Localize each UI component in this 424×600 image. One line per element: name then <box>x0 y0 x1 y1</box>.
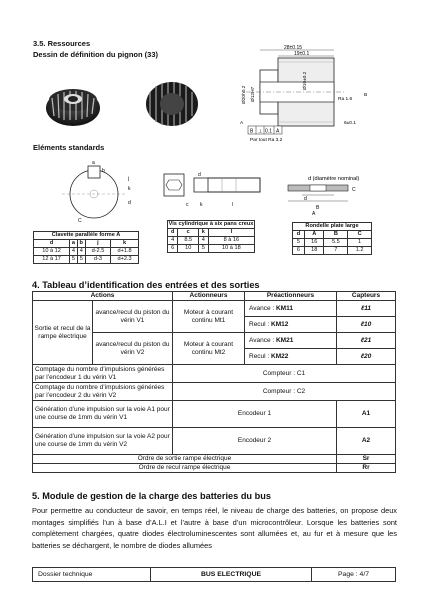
datum-a: A <box>240 121 244 126</box>
table-cell: d+1.8 <box>111 248 139 256</box>
table-row <box>34 256 139 264</box>
table-cell: 4 <box>168 237 178 245</box>
table-row <box>33 301 396 317</box>
roughness: Ra 1.6 <box>338 97 353 102</box>
table-cell: d+2.3 <box>111 256 139 264</box>
table-cell: 10 <box>178 245 199 253</box>
pre-label: Avance : <box>249 336 276 344</box>
washer-label-c: C <box>352 187 356 193</box>
header-cell: B <box>324 231 348 239</box>
table-row <box>33 455 396 464</box>
table-row <box>34 240 139 248</box>
table-cell: ℓ21 <box>337 333 396 349</box>
table-cell: 5 <box>77 256 85 264</box>
key-label-d: d <box>128 200 131 206</box>
gear-photo-1 <box>42 82 104 128</box>
table-cell: A2 <box>337 428 396 455</box>
table-cell: Encodeur 2 <box>173 428 337 455</box>
table-cell: avance/recul du piston du vérin V2 <box>93 333 173 365</box>
dim-bore: Ø12H7 <box>251 86 256 102</box>
table-cell: d-2.5 <box>85 248 110 256</box>
key-label-j: j <box>128 176 130 182</box>
header-cell: Préactionneurs <box>245 292 337 301</box>
key-label-a: a <box>92 160 95 166</box>
header-cell: a <box>70 240 78 248</box>
pre-label: Recul : <box>249 320 272 328</box>
table-cell: 8.5 <box>178 237 199 245</box>
table-cell: ℓ10 <box>337 317 396 333</box>
dim-length: 28±0.15 <box>284 45 303 51</box>
pre-label: Recul : <box>249 352 272 360</box>
header-cell: b <box>77 240 85 248</box>
table-cell: Encodeur 1 <box>173 401 337 428</box>
tol-symbol: ⊥ <box>258 128 263 135</box>
table-cell: d-3 <box>85 256 110 264</box>
datum-b: B <box>364 93 368 98</box>
table-cell <box>245 349 337 365</box>
clavette-title: Clavette parallèle forme A <box>34 232 139 240</box>
table-cell: 10 à 18 <box>208 245 254 253</box>
header-cell: Capteurs <box>337 292 396 301</box>
footer-page-number: Page : 4/7 <box>338 571 369 578</box>
table-row <box>33 292 396 301</box>
table-row <box>168 229 255 237</box>
washer-label-b: B <box>316 205 320 211</box>
table-cell: 5 <box>199 245 209 253</box>
table-row <box>33 401 396 428</box>
table-cell: Sr <box>337 455 396 464</box>
washer-label-d: d <box>304 196 307 202</box>
table-cell: 5 <box>293 239 305 247</box>
table-row <box>293 247 372 255</box>
pre-code: KM11 <box>275 304 293 312</box>
table-row <box>33 464 396 473</box>
surface-note: Par tout Ra 3.2 <box>250 138 283 143</box>
table-cell: A1 <box>337 401 396 428</box>
pre-label: Avance : <box>249 304 276 312</box>
screw-label-d: d <box>198 172 201 178</box>
table-cell: 18 <box>304 247 324 255</box>
table-cell: Comptage du nombre d’impulsions générées par l’encodeur 2 du vérin V2 <box>33 383 173 401</box>
table-cell: Génération d’une impulsion sur la voie A2 pour une course de 1mm du vérin V2 <box>33 428 173 455</box>
table-row <box>33 365 396 383</box>
section-title: 3.5. Ressources <box>33 39 91 48</box>
table-cell <box>245 317 337 333</box>
table-cell: 6 <box>168 245 178 253</box>
key-label-k: k <box>128 186 131 192</box>
washer-note: d (diamètre nominal) <box>308 176 360 182</box>
clavette-table <box>33 231 139 264</box>
header-cell: l <box>208 229 254 237</box>
table-cell: 10 à 12 <box>34 248 70 256</box>
screw-label-c: c <box>186 202 189 208</box>
pre-code: KM22 <box>271 352 289 360</box>
header-cell: j <box>85 240 110 248</box>
dim-hub-diameter: Ø20h0.2 <box>242 85 247 104</box>
table-row <box>168 245 255 253</box>
tol-value: 0.1 <box>265 128 272 135</box>
section-subtitle: Dessin de définition du pignon (33) <box>33 50 158 59</box>
table-cell: Moteur à courant continu Mt2 <box>173 333 245 365</box>
vis-table <box>167 220 255 253</box>
header-cell: k <box>199 229 209 237</box>
section-5-title: 5. Module de gestion de la charge des batteries du bus <box>32 491 271 501</box>
tol-datum: B <box>250 128 254 135</box>
rondelle-table <box>292 222 372 255</box>
table-cell: 4 <box>70 248 78 256</box>
screw-label-l: l <box>232 202 234 208</box>
standards-title: Eléments standards <box>33 143 105 152</box>
header-cell: k <box>111 240 139 248</box>
pre-code: KM12 <box>271 320 289 328</box>
table-cell: 5.5 <box>324 239 348 247</box>
gear-photo-2 <box>142 78 202 130</box>
pre-code: KM21 <box>275 336 294 344</box>
header-cell: A <box>304 231 324 239</box>
pinion-drawing <box>236 44 376 144</box>
table-cell: Rr <box>337 464 396 473</box>
dim-gear-diameter: Ø19±0.2 <box>303 71 308 90</box>
key-label-b: b <box>102 168 105 174</box>
screw-drawing <box>160 170 268 214</box>
table-row <box>293 231 372 239</box>
table-cell: ℓ11 <box>337 301 396 317</box>
table-cell <box>245 301 337 317</box>
footer-center: BUS ELECTRIQUE <box>151 568 312 581</box>
header-cell: Actionneurs <box>173 292 245 301</box>
table-cell: Compteur : C2 <box>173 383 396 401</box>
table-cell: 12 à 17 <box>34 256 70 264</box>
table-cell: 5 <box>70 256 78 264</box>
washer-label-a: A <box>312 211 316 217</box>
table-cell: ℓ20 <box>337 349 396 365</box>
table-cell: Moteur à courant continu Mt1 <box>173 301 245 333</box>
washer-drawing <box>282 171 392 217</box>
table-cell: Sortie et recul de la rampe électrique <box>33 301 93 365</box>
table-cell <box>245 333 337 349</box>
table-cell: 8 à 16 <box>208 237 254 245</box>
table-cell: 7 <box>324 247 348 255</box>
table-cell: avance/recul du piston du vérin V1 <box>93 301 173 333</box>
table-cell: Ordre de sortie rampe électrique <box>33 455 337 464</box>
table-cell: Compteur : C1 <box>173 365 396 383</box>
section-5-paragraph: Pour permettre au conducteur de savoir, en temps réel, le niveau de charge des batteries, on propose deux montages simplifiés l’un à base d’A.L.I et l’autre à base d’un microcontrôleur. Lorsque les batteries sont complètement chargées, quatre diodes électroluminescentes sont allumées et, au fur et à mesure que les batteries se déchargent, le nombre de diodes allumées <box>32 506 397 550</box>
key-drawing <box>42 160 138 226</box>
header-cell: d <box>293 231 305 239</box>
table-cell: 6 <box>293 247 305 255</box>
table-cell: 1 <box>348 239 372 247</box>
table-cell: 4 <box>77 248 85 256</box>
table-cell: 1.2 <box>348 247 372 255</box>
table-cell: Génération d’une impulsion sur la voie A1 pour une course de 1mm du vérin V1 <box>33 401 173 428</box>
header-cell: C <box>348 231 372 239</box>
table-cell: Ordre de recul rampe électrique <box>33 464 337 473</box>
vis-title: Vis cylindrique à six pans creux <box>168 221 254 227</box>
table-cell: 16 <box>304 239 324 247</box>
section-4-title: 4. Tableau d’identification des entrées et des sorties <box>32 280 260 290</box>
table-row <box>293 239 372 247</box>
footer <box>32 567 396 582</box>
header-cell: Actions <box>33 292 173 301</box>
key-label-c: C <box>78 218 82 224</box>
tol-ref: A <box>276 128 280 135</box>
table-cell: Comptage du nombre d’impulsions générées par l’encodeur 1 du vérin V1 <box>33 365 173 383</box>
footer-left: Dossier technique <box>33 568 151 581</box>
table-row <box>34 248 139 256</box>
io-table <box>32 291 396 473</box>
dim-chamfer: 6±0.1 <box>344 121 356 126</box>
header-cell: d <box>168 229 178 237</box>
screw-label-k: k <box>200 202 203 208</box>
table-row <box>33 383 396 401</box>
header-cell: d <box>34 240 70 248</box>
table-cell: 4 <box>199 237 209 245</box>
header-cell: c <box>178 229 199 237</box>
table-row <box>33 428 396 455</box>
table-row <box>168 237 255 245</box>
rondelle-title: Rondelle plate large <box>293 223 372 231</box>
dim-gear-width: 19±0.1 <box>294 51 310 57</box>
